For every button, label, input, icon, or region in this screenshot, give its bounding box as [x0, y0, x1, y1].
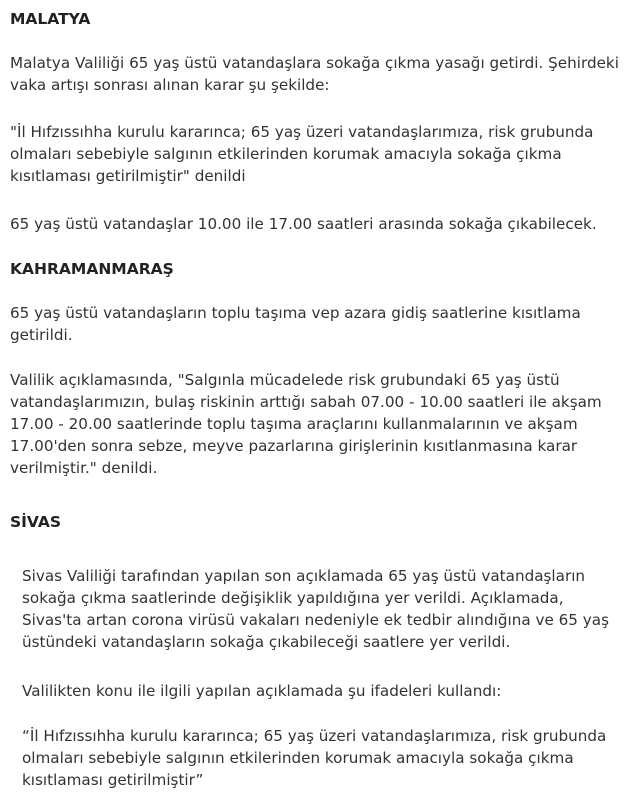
paragraph-malatya-1: Malatya Valiliği 65 yaş üstü vatandaşlara sokağa çıkma yasağı getirdi. Şehirdeki vaka artışı sonrası alınan karar şu şekilde: — [10, 54, 619, 94]
paragraph-kahramanmaras-1: 65 yaş üstü vatandaşların toplu taşıma vep azara gidiş saatlerine kısıtlama getirildi. — [10, 304, 581, 344]
paragraph-malatya-2: "İl Hıfzıssıhha kurulu kararınca; 65 yaş üzeri vatandaşlarımıza, risk grubunda olmaları sebebiyle salgının etkilerinden korumak amacıyla sokağa çıkma kısıtlaması getirilmiştir" denildi — [10, 123, 594, 185]
paragraph-sivas-3: “İl Hıfzıssıhha kurulu kararınca; 65 yaş üzeri vatandaşlarımıza, risk grubunda olmaları sebebiyle salgının etkilerinden korumak amacıyla sokağa çıkma kısıtlaması getirilmiştir” — [22, 727, 607, 789]
paragraph-sivas-2: Valilikten konu ile ilgili yapılan açıklamada şu ifadeleri kullandı: — [22, 682, 502, 700]
section-heading-sivas: SİVAS — [10, 513, 62, 531]
section-heading-malatya: MALATYA — [10, 10, 91, 28]
paragraph-sivas-1: Sivas Valiliği tarafından yapılan son açıklamada 65 yaş üstü vatandaşların sokağa çıkma saatlerinde değişiklik yapıldığına yer verildi. Açıklamada, Sivas'ta artan corona virüsü vakaları nedeniyle ek tedbir alındığına ve 65 yaş üstündeki vatandaşların sokağa çıkabileceği saatlere yer verildi. — [22, 567, 609, 651]
paragraph-kahramanmaras-2: Valilik açıklamasında, "Salgınla mücadelede risk grubundaki 65 yaş üstü vatandaşlarımızın, bulaş riskinin arttığı sabah 07.00 - 10.00 saatleri ile akşam 17.00 - 20.00 saatlerinde toplu taşıma araçlarını kullanmalarının ve akşam 17.00'den sonra sebze, meyve pazarlarına girişlerinin kısıtlanmasına karar verilmiştir." denildi. — [10, 371, 602, 477]
paragraph-malatya-3: 65 yaş üstü vatandaşlar 10.00 ile 17.00 saatleri arasında sokağa çıkabilecek. — [10, 215, 597, 233]
section-heading-kahramanmaras: KAHRAMANMARAŞ — [10, 260, 174, 278]
